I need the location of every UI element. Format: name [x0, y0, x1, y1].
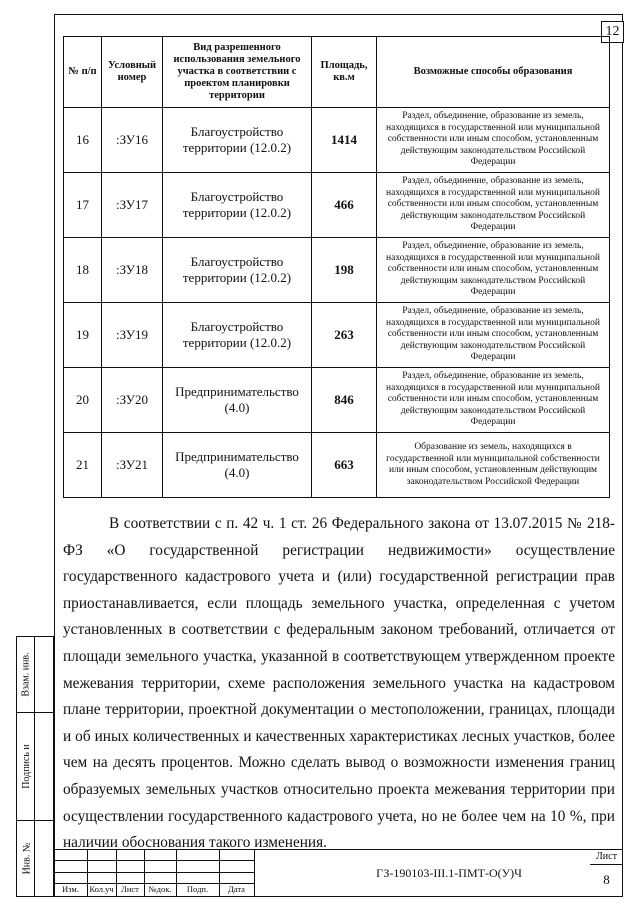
header-cond-number: Условный номер — [102, 37, 163, 108]
stamp-col-podp: Подп. — [186, 884, 209, 894]
stamp-col-kolvo: Кол.уч — [89, 884, 114, 894]
cell-permitted-use: Благоустройство территории (12.0.2) — [163, 108, 312, 173]
cell-permitted-use: Предпринимательство (4.0) — [163, 433, 312, 498]
page-number-box: 12 — [601, 21, 624, 43]
cell-method: Образование из земель, находящихся в государственной или муниципальной собственности или иным способом, установленным действующим законодательством Российской Федерации — [377, 433, 610, 498]
cell-num: 21 — [64, 433, 102, 498]
cell-method: Раздел, объединение, образование из земель, находящихся в государственной или муниципальной собственности или иным способом, установленным действующим законодательством Российской Федерации — [377, 173, 610, 238]
sheet-number: 8 — [603, 872, 610, 887]
table-header-row — [64, 37, 610, 108]
cell-cond-number: :ЗУ20 — [102, 368, 163, 433]
cell-cond-number: :ЗУ16 — [102, 108, 163, 173]
cell-cond-number: :ЗУ17 — [102, 173, 163, 238]
side-approval-strip — [16, 636, 54, 897]
cell-permitted-use: Предпринимательство (4.0) — [163, 368, 312, 433]
cell-cond-number: :ЗУ19 — [102, 303, 163, 368]
stamp-col-izm: Изм. — [62, 884, 79, 894]
header-permitted-use: Вид разрешенного использования земельного участка в соответствии с проектом планировки территории — [163, 37, 312, 108]
table-row — [64, 303, 610, 368]
cell-method: Раздел, объединение, образование из земель, находящихся в государственной или муниципальной собственности или иным способом, установленным действующим законодательством Российской Федерации — [377, 368, 610, 433]
table-row — [64, 238, 610, 303]
land-plots-table — [63, 36, 610, 498]
cell-area: 1414 — [312, 108, 377, 173]
cell-num: 18 — [64, 238, 102, 303]
header-area: Площадь, кв.м — [312, 37, 377, 108]
cell-method: Раздел, объединение, образование из земель, находящихся в государственной или муниципальной собственности или иным способом, установленным действующим законодательством Российской Федерации — [377, 238, 610, 303]
cell-area: 663 — [312, 433, 377, 498]
cell-permitted-use: Благоустройство территории (12.0.2) — [163, 303, 312, 368]
table-row — [64, 108, 610, 173]
title-block-stamp — [54, 849, 623, 897]
table-row — [64, 173, 610, 238]
cell-permitted-use: Благоустройство территории (12.0.2) — [163, 238, 312, 303]
cell-area: 198 — [312, 238, 377, 303]
stamp-col-ndoc: №док. — [148, 884, 172, 894]
cell-method: Раздел, объединение, образование из земель, находящихся в государственной или муниципальной собственности или иным способом, установленным действующим законодательством Российской Федерации — [377, 303, 610, 368]
cell-permitted-use: Благоустройство территории (12.0.2) — [163, 173, 312, 238]
sheet-label: Лист — [590, 850, 623, 865]
cell-num: 17 — [64, 173, 102, 238]
cell-num: 20 — [64, 368, 102, 433]
document-code: ГЗ-190103-III.1-ПМТ-О(У)Ч — [254, 850, 640, 896]
cell-cond-number: :ЗУ18 — [102, 238, 163, 303]
cell-num: 16 — [64, 108, 102, 173]
side-label-inv: Инв. № — [21, 842, 32, 875]
cell-num: 19 — [64, 303, 102, 368]
cell-area: 263 — [312, 303, 377, 368]
cell-area: 466 — [312, 173, 377, 238]
cell-cond-number: :ЗУ21 — [102, 433, 163, 498]
stamp-col-data: Дата — [228, 884, 245, 894]
side-cell-inv — [17, 821, 53, 896]
table-row — [64, 368, 610, 433]
sheet-number-cell — [590, 850, 623, 896]
stamp-revision-grid — [54, 850, 254, 896]
side-cell-podpis — [17, 713, 53, 821]
header-num: № п/п — [64, 37, 102, 108]
side-cell-vzam — [17, 637, 53, 713]
side-label-podpis: Подпись и — [21, 744, 33, 789]
cell-area: 846 — [312, 368, 377, 433]
side-label-vzam: Взам. инв. — [21, 652, 32, 697]
body-paragraph: В соответствии с п. 42 ч. 1 ст. 26 Федерального закона от 13.07.2015 № 218-ФЗ «О государственной регистрации недвижимости» осуществление государственного кадастрового учета и (или) государственной регистрации прав приостанавливается, если площадь земельного участка, определенная с учетом установленных в соответствии с федеральным законом требований, отличается от площади земельного участка, указанной в соответствующем утвержденном проекте межевания территории, схеме расположения земельного участка на кадастровом плане территории, проектной документации о местоположении, границах, площади и об иных количественных и качественных характеристиках лесных участков, более чем на десять процентов. Можно сделать вывод о возможности изменения границ образуемых земельных участков относительно проекта межевания территории при осуществлении государственного кадастрового учета, но не более чем на 10 %, при наличии обоснования такого изменения. — [63, 515, 615, 852]
stamp-col-list: Лист — [121, 884, 139, 894]
cell-method: Раздел, объединение, образование из земель, находящихся в государственной или муниципальной собственности или иным способом, установленным действующим законодательством Российской Федерации — [377, 108, 610, 173]
table-row — [64, 433, 610, 498]
header-method: Возможные способы образования — [377, 37, 610, 108]
